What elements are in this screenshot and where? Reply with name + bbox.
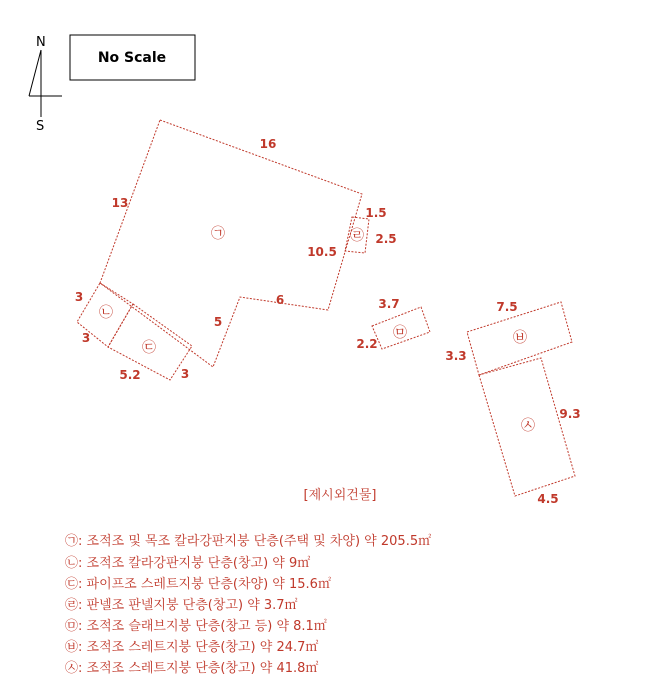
dim-b2-top: 3 [74,290,84,304]
legend-item: ㉣: 판넬조 판넬지붕 단층(창고) 약 3.7㎡ [65,598,298,613]
dim-b1-top: 16 [259,137,277,151]
dim-b1-notch-side: 5 [213,315,223,329]
dim-b3-right: 3 [180,367,190,381]
dim-b1-right: 10.5 [307,245,337,259]
scale-label: No Scale [97,50,167,66]
dim-b6-top: 7.5 [496,300,518,314]
legend [65,533,431,676]
dim-b7-bottom: 4.5 [537,492,559,506]
dim-b6-left: 3.3 [445,349,467,363]
dim-b1-notch-top: 6 [275,293,285,307]
dim-b4-right: 2.5 [375,232,397,246]
legend-item: ㉥: 조적조 스레트지붕 단층(창고) 약 24.7㎡ [65,640,319,655]
dim-b5-top: 3.7 [378,297,400,311]
dim-b3-bottom: 5.2 [119,368,141,382]
compass-north-label: N [36,35,46,50]
dim-b5-left: 2.2 [356,337,378,351]
north-arrow-icon [29,50,62,117]
building-7-label: ㉦ [521,418,535,434]
diagram-caption: [제시외건물] [303,488,377,503]
building-2-label: ㉡ [99,305,113,321]
legend-item: ㉠: 조적조 및 목조 칼라강판지붕 단층(주택 및 차양) 약 205.5㎡ [65,534,432,549]
building-1-outline [100,120,362,367]
compass-south-label: S [36,119,45,134]
building-3-label: ㉢ [142,340,156,356]
dim-b2-left: 3 [81,331,91,345]
dim-b7-right: 9.3 [559,407,581,421]
building-6-label: ㉥ [513,330,527,346]
legend-item: ㉤: 조적조 슬래브지붕 단층(창고 등) 약 8.1㎡ [65,619,327,634]
legend-item: ㉡: 조적조 칼라강판지붕 단층(창고) 약 9㎡ [65,556,311,571]
building-1-label: ㉠ [211,226,225,242]
dim-b1-left: 13 [111,196,129,210]
legend-item: ㉦: 조적조 스레트지붕 단층(창고) 약 41.8㎡ [65,661,319,676]
building-5-label: ㉤ [393,325,407,341]
dim-b4-top: 1.5 [365,206,387,220]
building-4-label: ㉣ [350,228,364,244]
legend-item: ㉢: 파이프조 스레트지붕 단층(차양) 약 15.6㎡ [65,577,331,592]
